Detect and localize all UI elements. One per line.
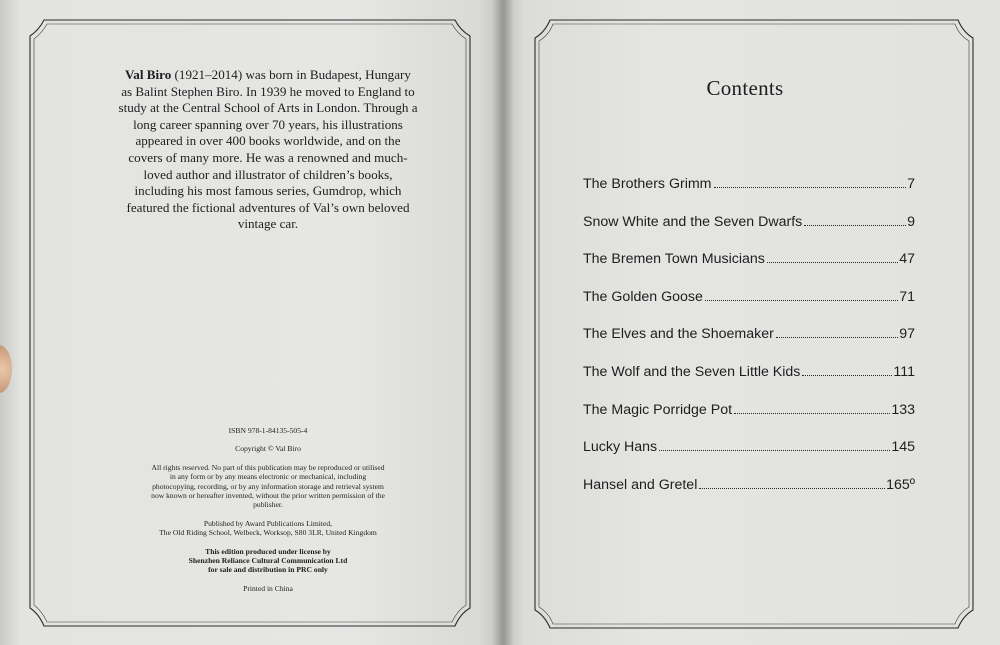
book-gutter [492, 0, 514, 645]
toc-leader-dots [802, 375, 892, 376]
toc-page-number: 9 [907, 213, 915, 230]
toc-leader-dots [804, 225, 906, 226]
toc-leader-dots [699, 488, 885, 489]
toc-entry [583, 210, 915, 248]
toc-page-number: 7 [907, 176, 915, 192]
license-line-1: This edition produced under license by [205, 546, 331, 556]
toc-title: The Wolf and the Seven Little Kids [583, 363, 801, 380]
toc-title: The Bremen Town Musicians [583, 251, 765, 268]
toc-page-number: 111 [893, 363, 915, 380]
toc-title: The Brothers Grimm [583, 176, 712, 192]
toc-title: Lucky Hans [583, 439, 658, 456]
copyright-line: Copyright © Val Biro [235, 444, 301, 454]
toc-title: The Golden Goose [583, 288, 703, 305]
toc-page-number: 47 [899, 251, 915, 268]
toc-leader-dots [776, 337, 898, 338]
toc-leader-dots [767, 262, 898, 263]
toc-entry [583, 285, 915, 323]
toc-entry [583, 398, 915, 436]
toc-leader-dots [734, 413, 890, 414]
toc-entry [583, 247, 915, 285]
toc-entry [583, 172, 915, 210]
author-name: Val Biro [125, 67, 172, 82]
license-line-2: Shenzhen Reliance Cultural Communication Ltd [188, 556, 348, 566]
copyright-imprint [118, 426, 418, 602]
toc-title: The Elves and the Shoemaker [583, 326, 774, 343]
toc-entry [583, 435, 915, 473]
table-of-contents [583, 172, 915, 510]
isbn: ISBN 978-1-84135-505-4 [228, 426, 308, 435]
toc-leader-dots [714, 187, 907, 188]
license-line-3: for sale and distribution in PRC only [208, 565, 328, 575]
toc-page-number: 97 [899, 326, 915, 343]
printed-in: Printed in China [243, 583, 293, 593]
toc-page-number: 145 [891, 439, 915, 456]
toc-title: Hansel and Gretel [583, 476, 698, 493]
author-bio-text: (1921–2014) was born in Budapest, Hungary as Balint Stephen Biro. In 1939 he moved to England to study at the Central School of Arts in London. Through a long career spanning over 70 years, his illustrations appeared in over 400 books worldwide, and on the covers of many more. He was a renowned and much-loved author and illustrator of children’s books, including his most famous series, Gumdrop, which featured the fictional adventures of Val’s own beloved vintage car. [118, 67, 418, 232]
toc-entry [583, 473, 915, 511]
toc-entry [583, 360, 915, 398]
toc-page-number: 71 [899, 288, 915, 305]
publisher-info [118, 519, 418, 538]
contents-title: Contents [706, 76, 784, 100]
toc-title: Snow White and the Seven Dwarfs [583, 213, 803, 230]
author-bio [118, 67, 418, 233]
toc-entry [583, 322, 915, 360]
toc-leader-dots [705, 300, 898, 301]
toc-page-number: 165º [886, 476, 915, 493]
publisher-address: The Old Riding School, Welbeck, Worksop, S80 3LR, United Kingdom [159, 528, 377, 538]
publisher-name: Published by Award Publications Limited, [203, 518, 333, 528]
rights-notice: All rights reserved. No part of this publication may be reproduced or utilised in any form or by any means electronic or mechanical, including photocopying, recording, or by any information storage and retrieval system now known or hereafter invented, without the prior written permission of the publisher. [151, 462, 385, 510]
license-notice [118, 547, 418, 575]
toc-leader-dots [659, 450, 890, 451]
toc-title: The Magic Porridge Pot [583, 401, 733, 418]
toc-page-number: 133 [891, 401, 915, 418]
